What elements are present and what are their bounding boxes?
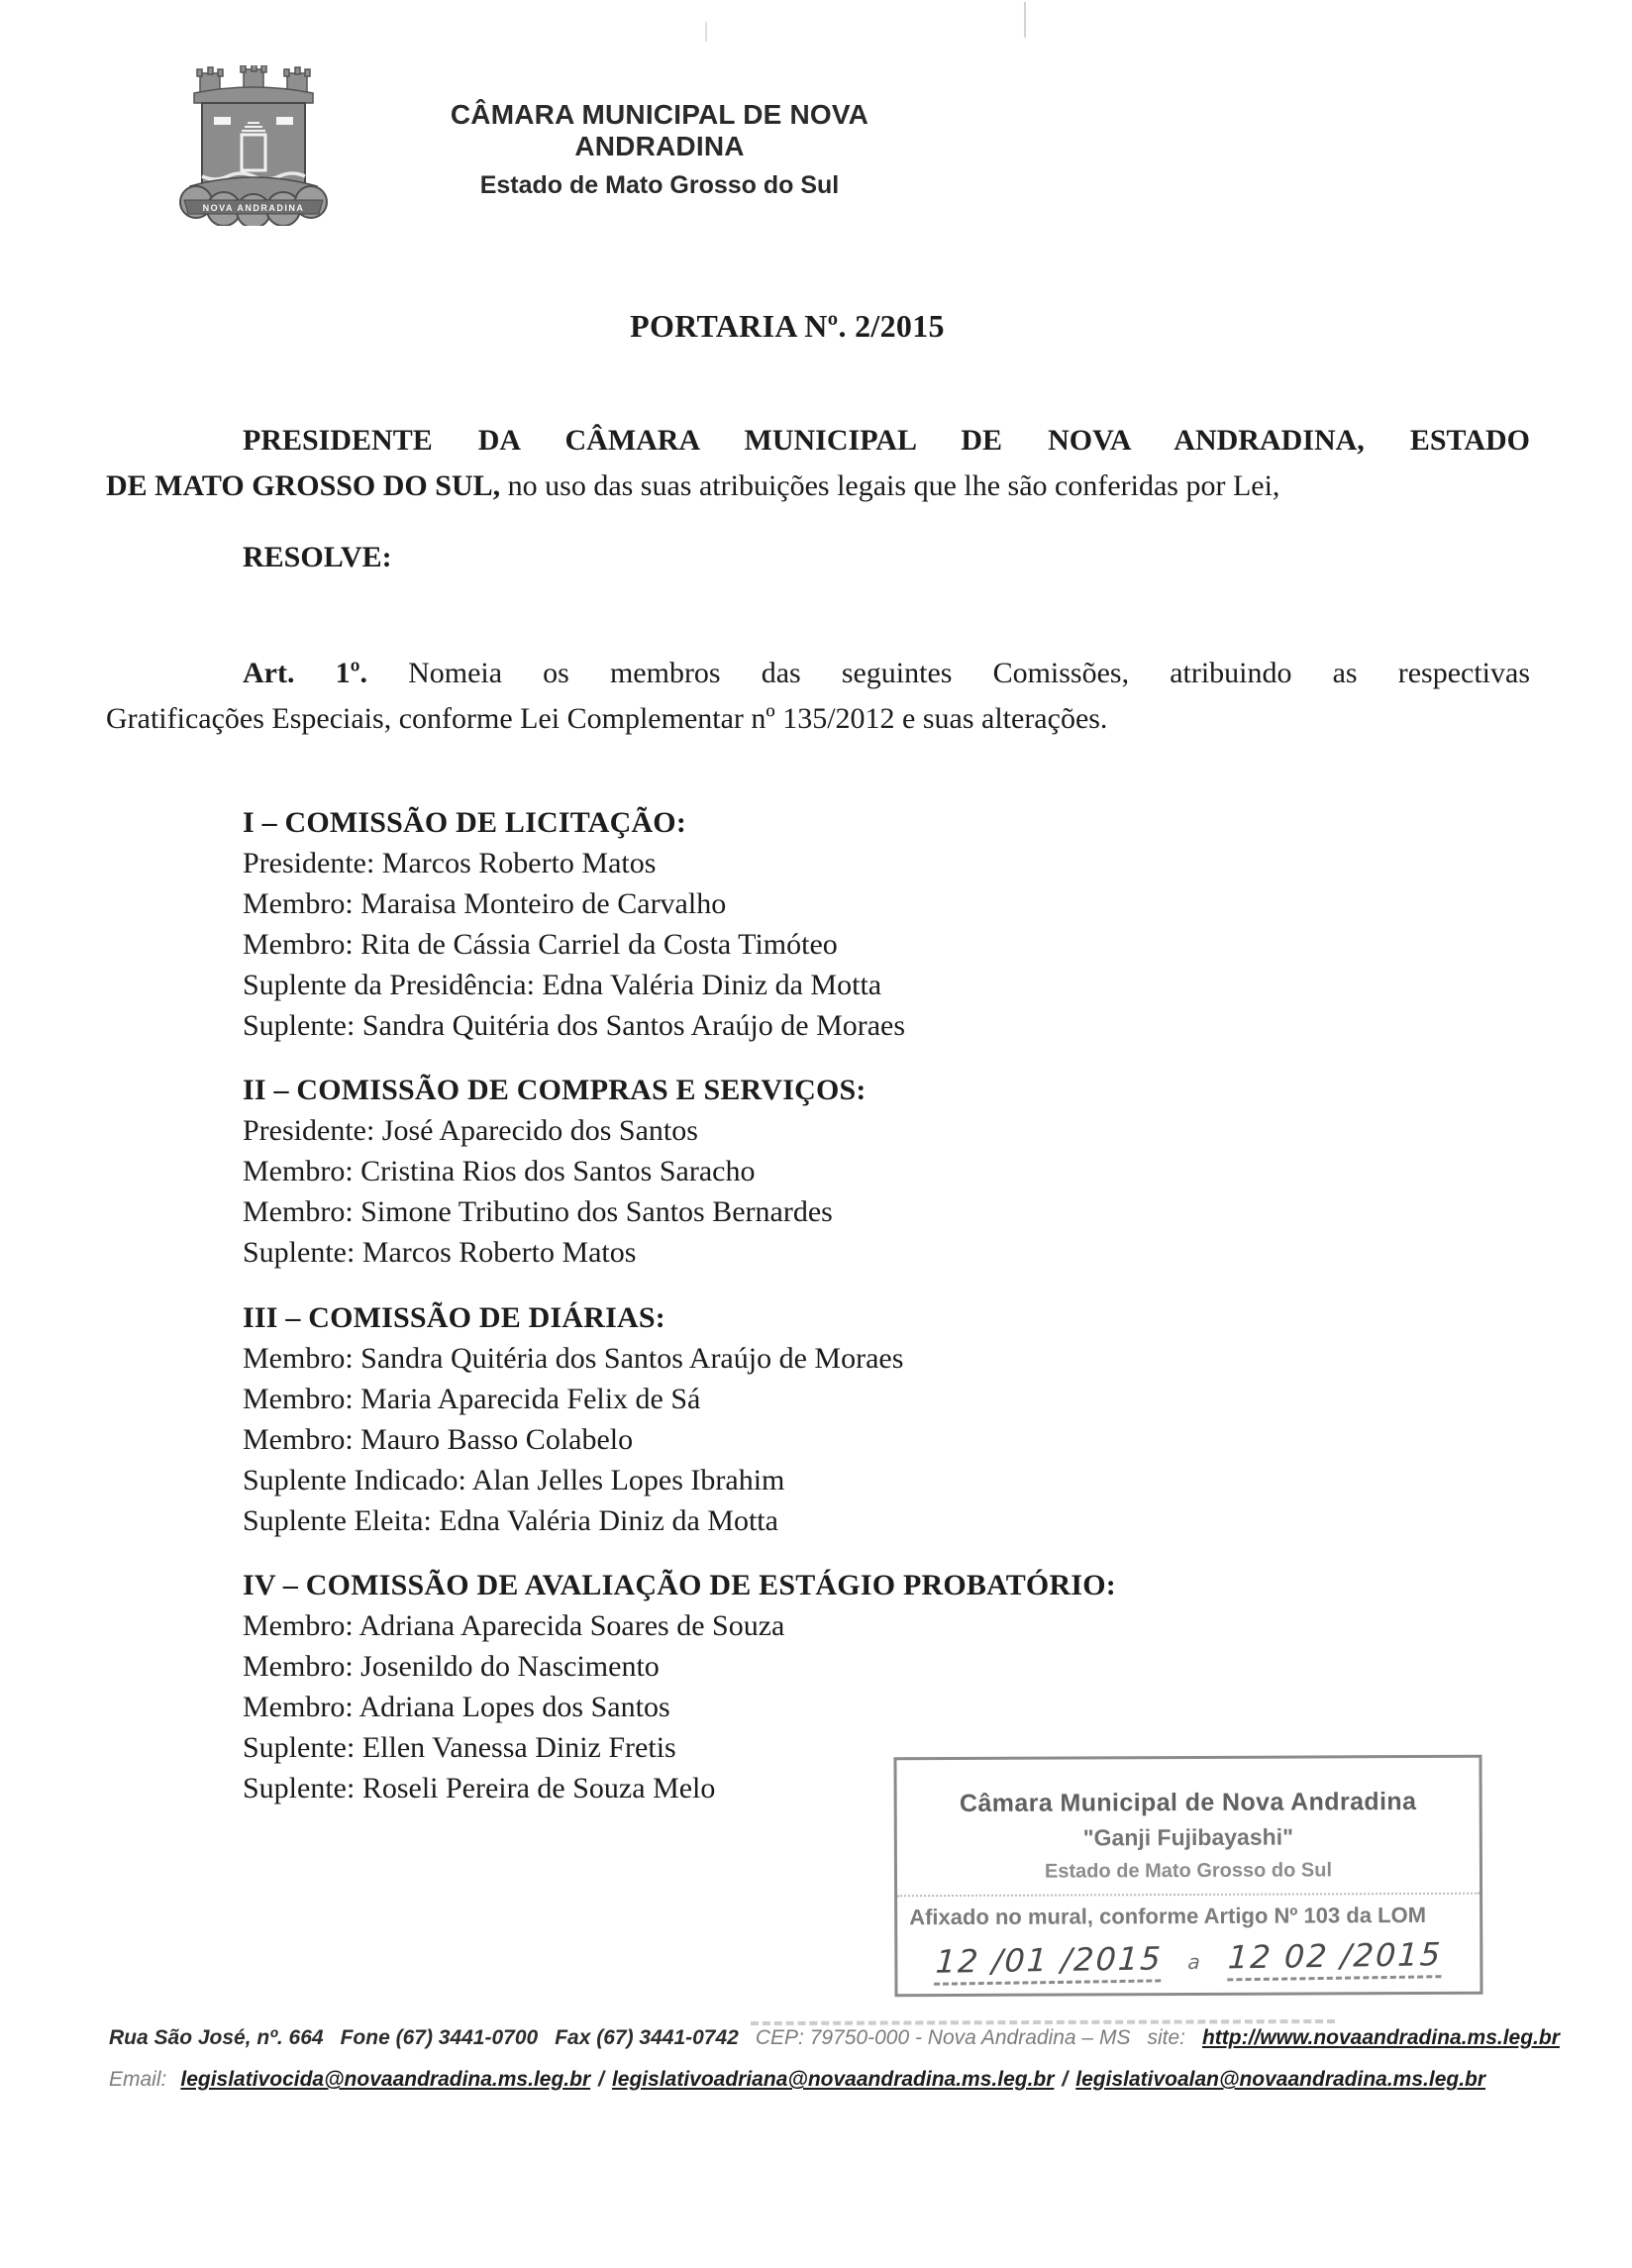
commission-section-diarias bbox=[243, 1297, 1431, 1541]
footer-email-label: Email: bbox=[109, 2068, 167, 2091]
stamp-date-separator: a bbox=[1186, 1949, 1203, 1975]
member-line: Membro: Rita de Cássia Carriel da Costa Timóteo bbox=[243, 928, 838, 961]
stamp-name: "Ganji Fujibayashi" bbox=[1082, 1823, 1294, 1851]
preamble-text: no uso das suas atribuições legais que lhe são conferidas por Lei, bbox=[500, 469, 1280, 502]
commission-section-licitacao bbox=[243, 802, 1431, 1046]
preamble-bold-line1: PRESIDENTE DA CÂMARA MUNICIPAL DE NOVA ANDRADINA, ESTADO bbox=[243, 424, 1530, 457]
stamp-notice: Afixado no mural, conforme Artigo Nº 103 da LOM bbox=[897, 1893, 1479, 1931]
member-line: Membro: Simone Tributino dos Santos Bernardes bbox=[243, 1195, 833, 1228]
footer-site-link[interactable]: http://www.novaandradina.ms.leg.br bbox=[1201, 2026, 1560, 2049]
footer-email-link-3[interactable]: legislativoalan@novaandradina.ms.leg.br bbox=[1075, 2068, 1486, 2091]
logo-ribbon-text: NOVA ANDRADINA bbox=[202, 203, 305, 213]
member-line: Membro: Adriana Aparecida Soares de Souza bbox=[243, 1609, 785, 1642]
member-line: Suplente Eleita: Edna Valéria Diniz da Motta bbox=[243, 1504, 778, 1537]
coat-of-arms-logo bbox=[164, 65, 343, 226]
coat-of-arms-icon bbox=[164, 65, 343, 226]
letterhead bbox=[376, 99, 943, 200]
org-subtitle: Estado de Mato Grosso do Sul bbox=[479, 171, 840, 199]
member-line: Suplente: Sandra Quitéria dos Santos Araújo de Moraes bbox=[243, 1009, 906, 1042]
article-line1: Nomeia os membros das seguintes Comissões, atribuindo as respectivas bbox=[366, 657, 1530, 689]
footer-email-separator: / bbox=[1062, 2068, 1069, 2091]
footer-email-link-2[interactable]: legislativoadriana@novaandradina.ms.leg.br bbox=[611, 2068, 1055, 2091]
footer-phone: Fone (67) 3441-0700 bbox=[340, 2026, 539, 2049]
scan-artifact bbox=[705, 22, 707, 42]
member-line: Membro: Josenildo do Nascimento bbox=[243, 1650, 660, 1683]
stamp-date-start: 12 /01 /2015 bbox=[934, 1939, 1163, 1985]
member-line: Suplente Indicado: Alan Jelles Lopes Ibrahim bbox=[243, 1464, 785, 1496]
footer-site-label: site: bbox=[1147, 2026, 1185, 2049]
stamp-state: Estado de Mato Grosso do Sul bbox=[1044, 1859, 1333, 1883]
article-label: Art. 1º. bbox=[243, 657, 367, 689]
scan-artifact bbox=[1024, 2, 1026, 38]
member-line: Suplente: Marcos Roberto Matos bbox=[243, 1236, 637, 1269]
stamp-org: Câmara Municipal de Nova Andradina bbox=[959, 1787, 1417, 1818]
section-heading: II – COMISSÃO DE COMPRAS E SERVIÇOS: bbox=[243, 1074, 867, 1106]
org-name: CÂMARA MUNICIPAL DE NOVA ANDRADINA bbox=[450, 99, 869, 161]
footer-email-line bbox=[109, 2068, 1565, 2092]
article-line2: Gratificações Especiais, conforme Lei Complementar nº 135/2012 e suas alterações. bbox=[106, 702, 1108, 735]
member-line: Suplente da Presidência: Edna Valéria Diniz da Motta bbox=[243, 969, 882, 1001]
member-line: Presidente: Marcos Roberto Matos bbox=[243, 847, 657, 879]
stamp-handwritten-dates bbox=[896, 1935, 1481, 1987]
resolve-label: RESOLVE: bbox=[243, 541, 392, 573]
footer-contact-line bbox=[109, 2026, 1565, 2050]
article-1-paragraph bbox=[106, 651, 1530, 742]
member-line: Membro: Mauro Basso Colabelo bbox=[243, 1423, 634, 1456]
footer-fax: Fax (67) 3441-0742 bbox=[555, 2026, 739, 2049]
rubber-stamp bbox=[893, 1755, 1482, 1998]
footer-email-link-1[interactable]: legislativocida@novaandradina.ms.leg.br bbox=[180, 2068, 591, 2091]
section-heading: III – COMISSÃO DE DIÁRIAS: bbox=[243, 1301, 665, 1334]
preamble-paragraph bbox=[106, 418, 1530, 509]
member-line: Membro: Maraisa Monteiro de Carvalho bbox=[243, 887, 727, 920]
footer-address: Rua São José, nº. 664 bbox=[109, 2026, 324, 2049]
member-line: Membro: Sandra Quitéria dos Santos Araújo de Moraes bbox=[243, 1342, 904, 1375]
stamp-date-end: 12 02 /2015 bbox=[1227, 1935, 1444, 1981]
footer-email-separator: / bbox=[598, 2068, 604, 2091]
preamble-bold-line2: DE MATO GROSSO DO SUL, bbox=[106, 469, 501, 502]
section-heading: I – COMISSÃO DE LICITAÇÃO: bbox=[243, 806, 687, 839]
footer-cep-city: CEP: 79750-000 - Nova Andradina – MS bbox=[755, 2026, 1131, 2049]
member-line: Suplente: Ellen Vanessa Diniz Fretis bbox=[243, 1731, 676, 1764]
member-line: Suplente: Roseli Pereira de Souza Melo bbox=[243, 1772, 716, 1804]
commission-section-compras-servicos bbox=[243, 1070, 1431, 1273]
member-line: Membro: Cristina Rios dos Santos Saracho bbox=[243, 1155, 756, 1187]
section-heading: IV – COMISSÃO DE AVALIAÇÃO DE ESTÁGIO PROBATÓRIO: bbox=[243, 1569, 1116, 1601]
member-line: Presidente: José Aparecido dos Santos bbox=[243, 1114, 698, 1147]
document-title: PORTARIA Nº. 2/2015 bbox=[630, 308, 945, 344]
member-line: Membro: Maria Aparecida Felix de Sá bbox=[243, 1383, 701, 1415]
member-line: Membro: Adriana Lopes dos Santos bbox=[243, 1691, 670, 1723]
scan-smear-line bbox=[751, 2019, 1335, 2025]
